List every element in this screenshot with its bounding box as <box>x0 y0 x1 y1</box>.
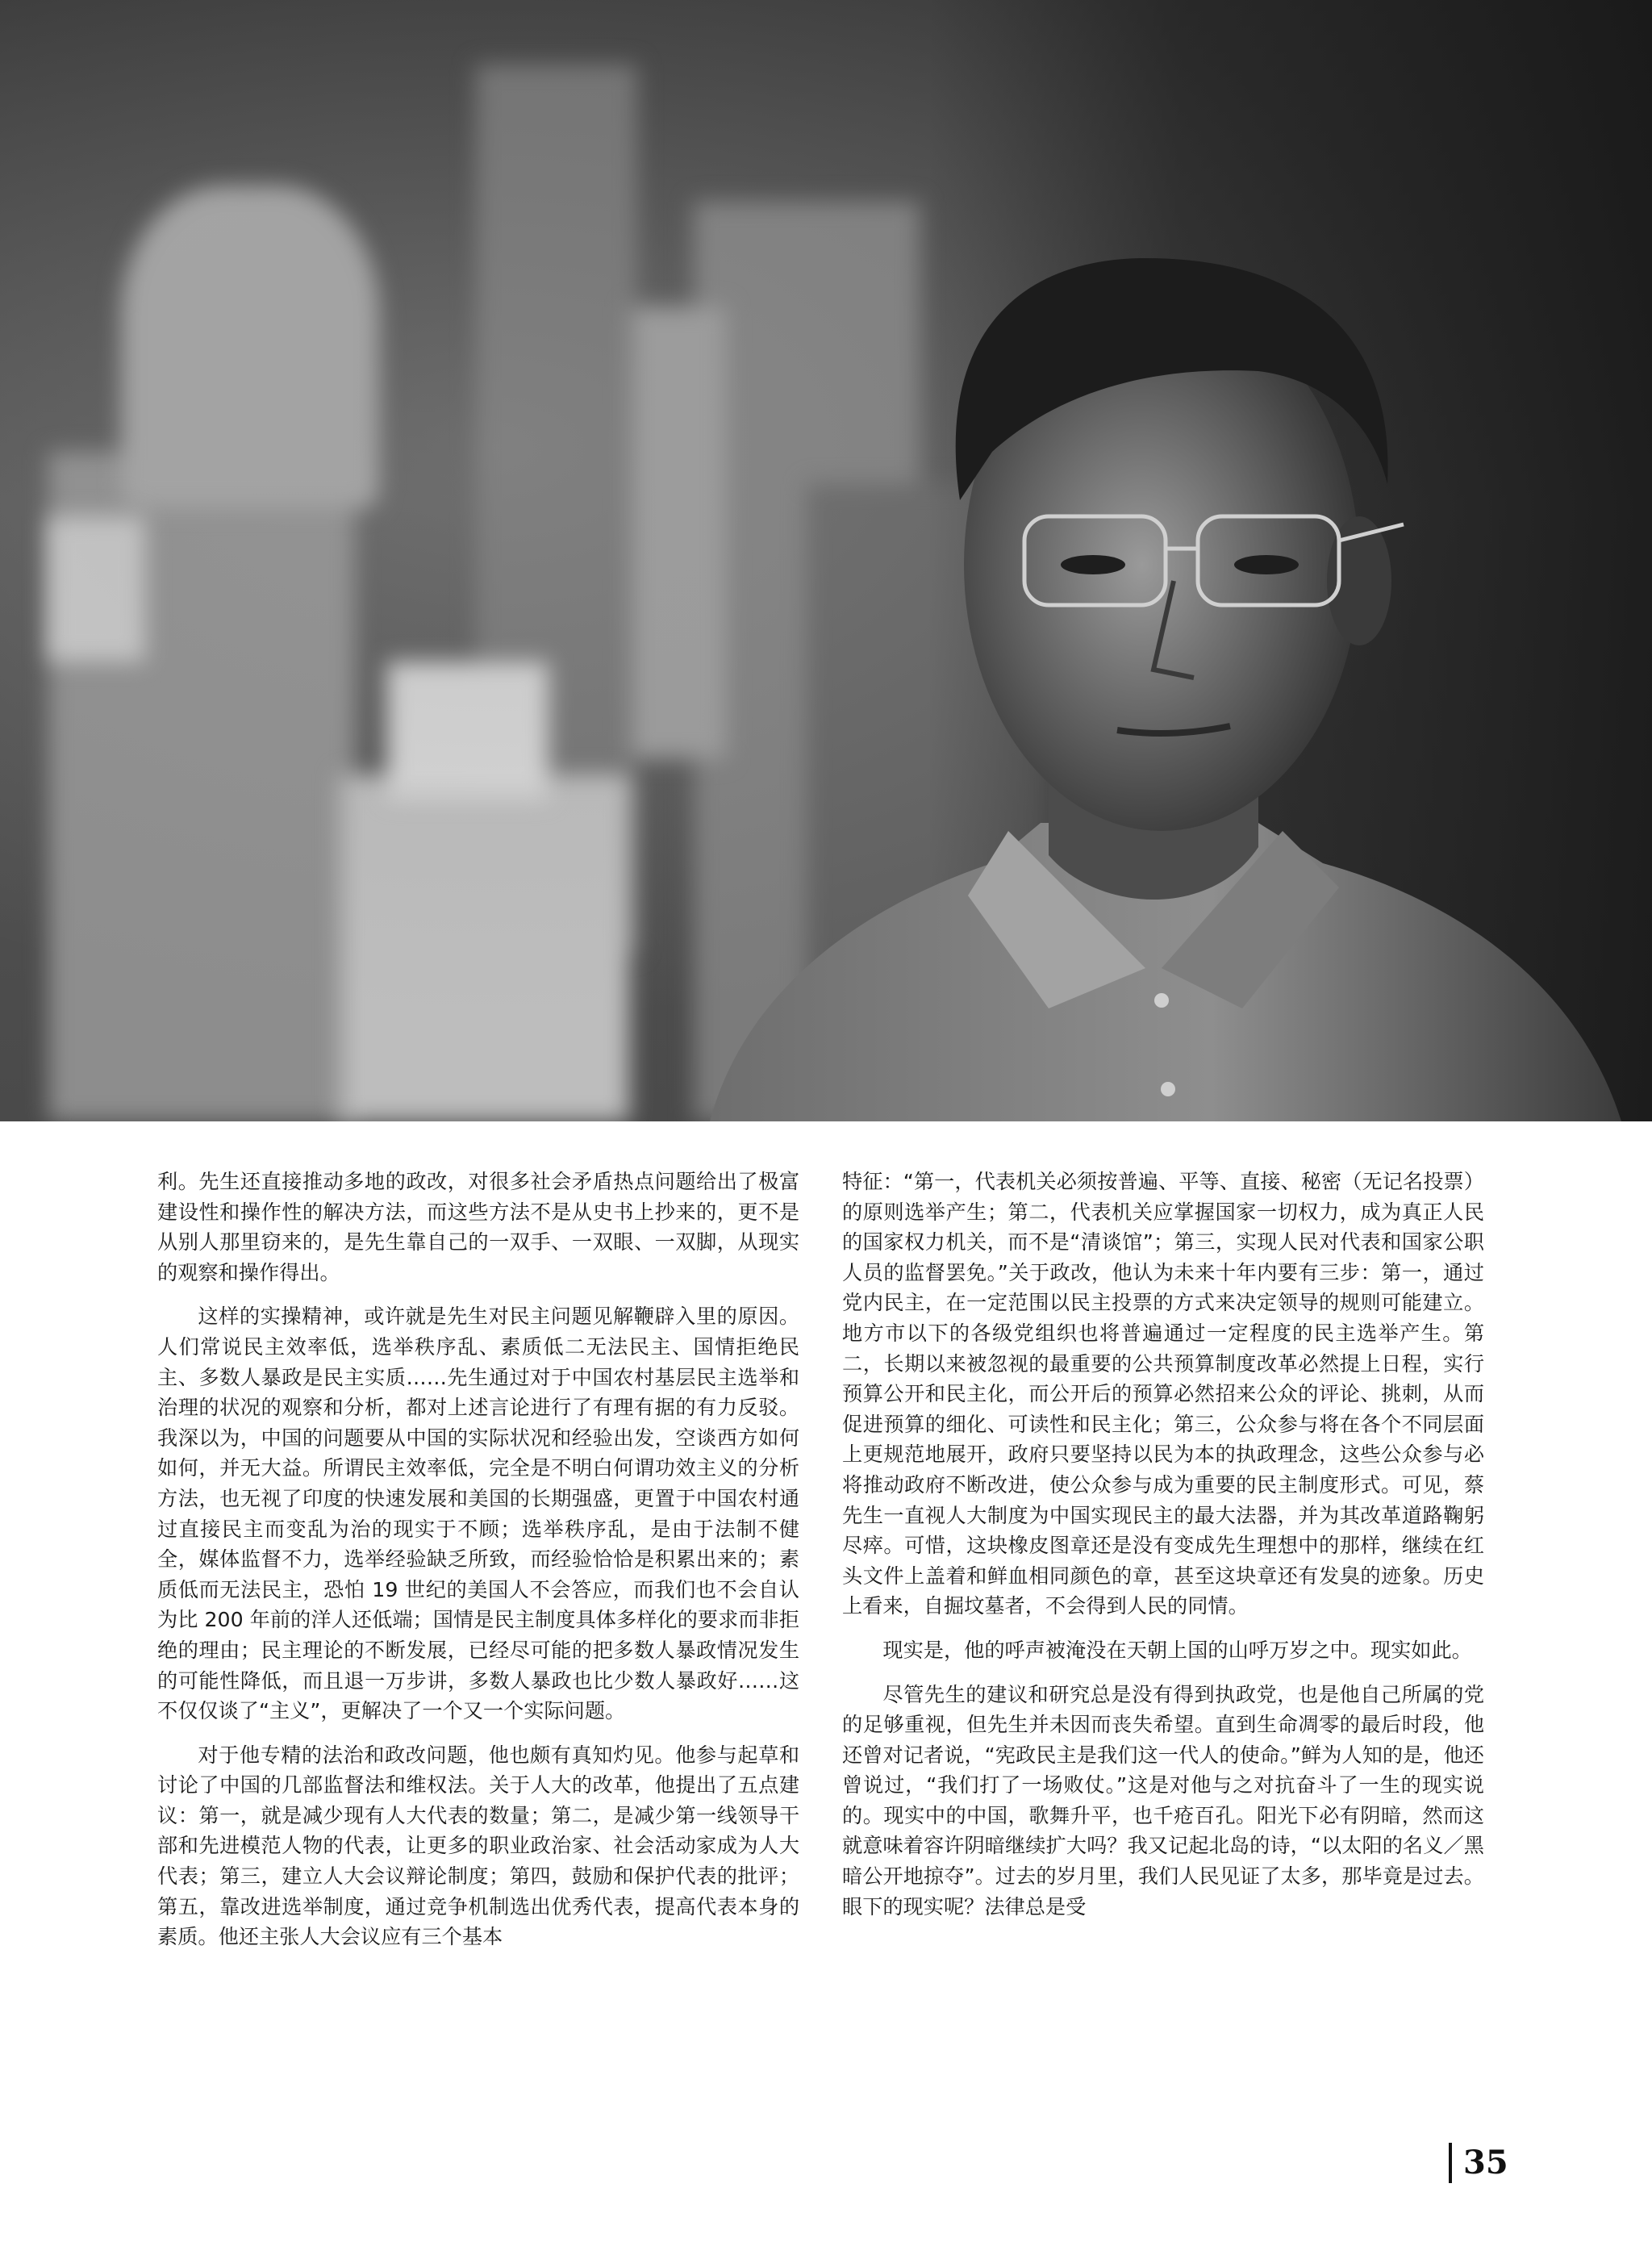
paragraph: 这样的实操精神，或许就是先生对民主问题见解鞭辟入里的原因。人们常说民主效率低，选举秩序乱、素质低二无法民主、国情拒绝民主、多数人暴政是民主实质……先生通过对于中国农村基层民主选举和治理的状况的观察和分析，都对上述言论进行了有理有据的有力反驳。我深以为，中国的问题要从中国的实际状况和经验出发，空谈西方如何如何，并无大益。所谓民主效率低，完全是不明白何谓功效主义的分析方法，也无视了印度的快速发展和美国的长期强盛，更置于中国农村通过直接民主而变乱为治的现实于不顾；选举秩序乱，是由于法制不健全，媒体监督不力，选举经验缺乏所致，而经验恰恰是积累出来的；素质低而无法民主，恐怕 19 世纪的美国人不会答应，而我们也不会自认为比 200 年前的洋人还低端；国情是民主制度具体多样化的要求而非拒绝的理由；民主理论的不断发展，已经尽可能的把多数人暴政情况发生的可能性降低，而且退一万步讲，多数人暴政也比少数人暴政好……这不仅仅谈了“主义”，更解决了一个又一个实际问题。 <box>157 1305 799 1723</box>
paragraph: 对于他专精的法治和政改问题，他也颇有真知灼见。他参与起草和讨论了中国的几部监督法和维权法。关于人大的改革，他提出了五点建议：第一，就是减少现有人大代表的数量；第二，是减少第一线领导干部和先进模范人物的代表，让更多的职业政治家、社会活动家成为人大代表；第三，建立人大会议辩论制度；第四，鼓励和保护代表的批评；第五，靠改进选举制度，通过竞争机制选出优秀代表，提高代表本身的素质。他还主张人大会议应有三个基本 <box>157 1743 799 1949</box>
paragraph: 现实是，他的呼声被淹没在天朝上国的山呼万岁之中。现实如此。 <box>882 1638 1472 1662</box>
paragraph: 尽管先生的建议和研究总是没有得到执政党，也是他自己所属的党的足够重视，但先生并未因而丧失希望。直到生命凋零的最后时段，他还曾对记者说，“宪政民主是我们这一代人的使命。”鲜为人知的是，他还曾说过，“我们打了一场败仗。”这是对他与之对抗奋斗了一生的现实说的。现实中的中国，歌舞升平，也千疮百孔。阳光下必有阴暗，然而这就意味着容许阴暗继续扩大吗？我又记起北岛的诗，“以太阳的名义／黑暗公开地掠夺”。过去的岁月里，我们人民见证了太多，那毕竟是过去。眼下的现实呢？法律总是受 <box>842 1682 1484 1918</box>
article-column-right <box>842 1167 1484 1935</box>
page-number: 35 <box>1449 2143 1508 2183</box>
article-column-left <box>157 1167 799 1966</box>
paragraph: 特征：“第一，代表机关必须按普遍、平等、直接、秘密（无记名投票）的原则选举产生；第二，代表机关应掌握国家一切权力，成为真正人民的国家权力机关，而不是“清谈馆”；第三，实现人民对代表和国家公职人员的监督罢免。”关于政改，他认为未来十年内要有三步：第一，通过党内民主，在一定范围以民主投票的方式来决定领导的规则可能建立。地方市以下的各级党组织也将普遍通过一定程度的民主选举产生。第二，长期以来被忽视的最重要的公共预算制度改革必然提上日程，实行预算公开和民主化，而公开后的预算必然招来公众的评论、挑刺，从而促进预算的细化、可读性和民主化；第三，公众参与将在各个不同层面上更规范地展开，政府只要坚持以民为本的执政理念，这些公众参与必将推动政府不断改进，使公众参与成为重要的民主制度形式。可见，蔡先生一直视人大制度为中国实现民主的最大法器，并为其改革道路鞠躬尽瘁。可惜，这块橡皮图章还是没有变成先生理想中的那样，继续在红头文件上盖着和鲜血相同颜色的章，甚至这块章还有发臭的迹象。历史上看来，自掘坟墓者，不会得到人民的同情。 <box>842 1170 1484 1618</box>
paragraph: 利。先生还直接推动多地的政改，对很多社会矛盾热点问题给出了极富建设性和操作性的解决方法，而这些方法不是从史书上抄来的，更不是从别人那里窃来的，是先生靠自己的一双手、一双眼、一双脚，从现实的观察和操作得出。 <box>157 1170 799 1284</box>
